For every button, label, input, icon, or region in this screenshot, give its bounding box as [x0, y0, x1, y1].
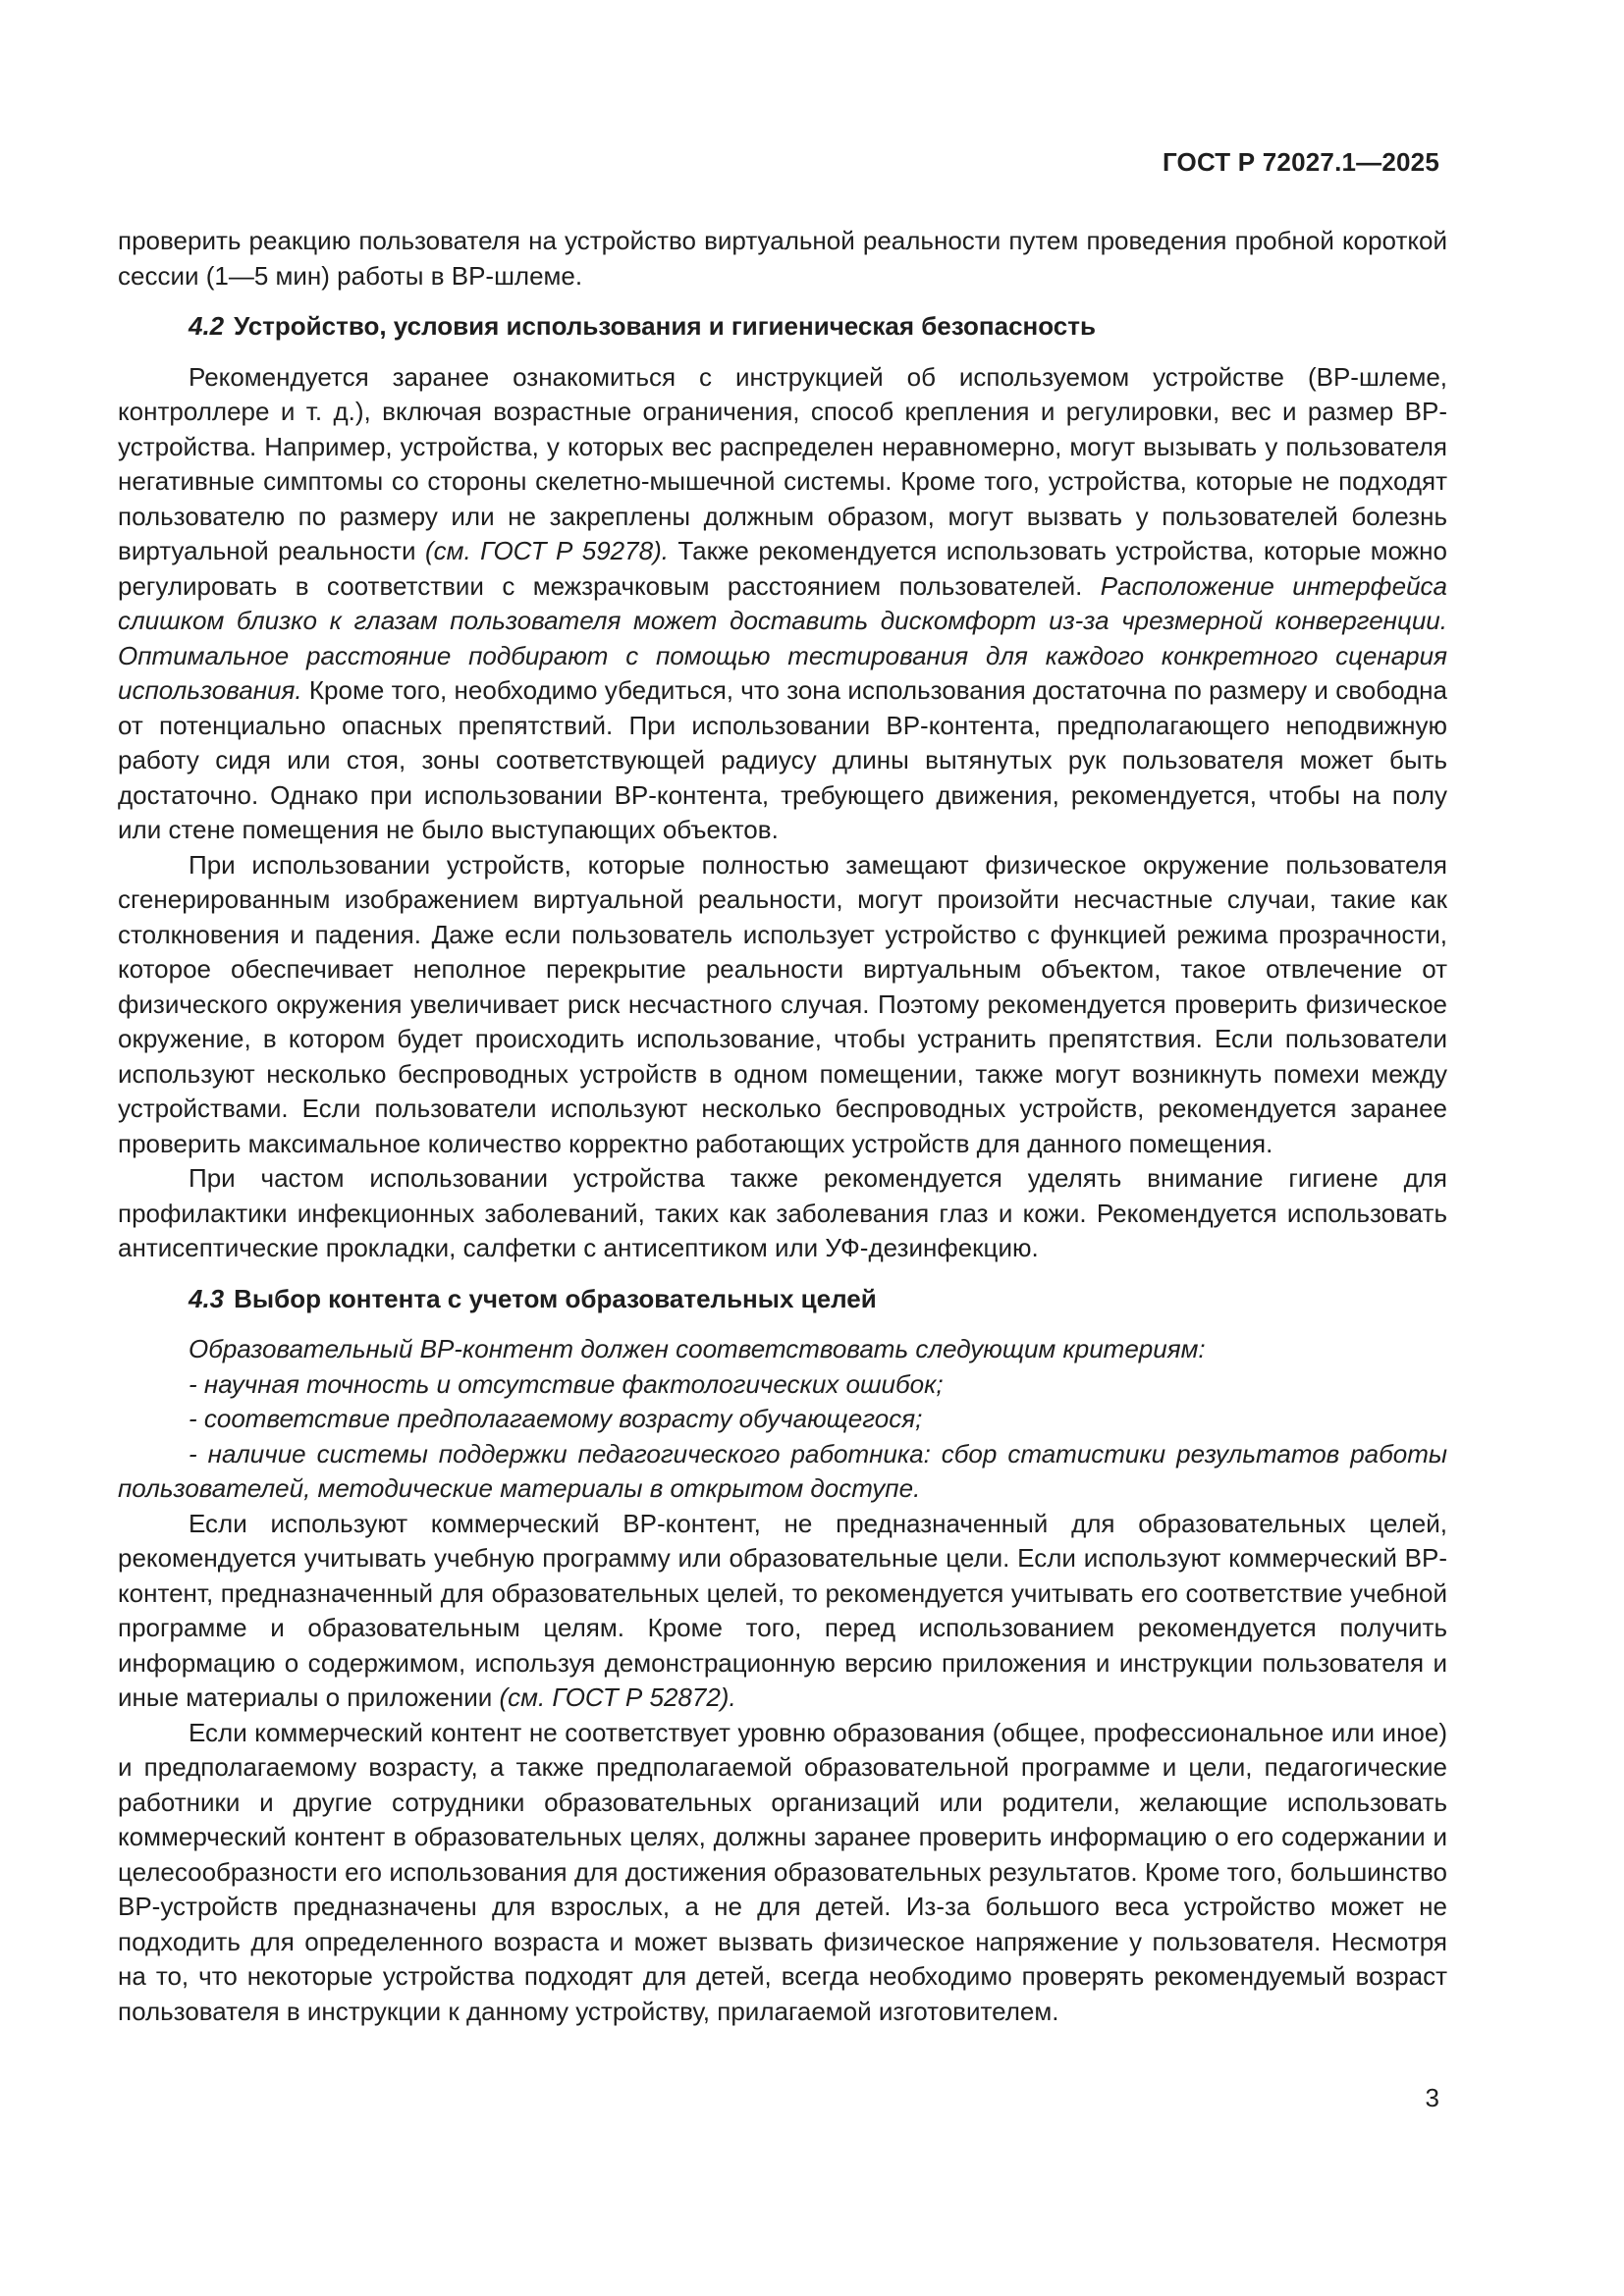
intro-paragraph: проверить реакцию пользователя на устройство виртуальной реальности путем проведения пробной короткой сессии (1—5 мин) работы в ВР-шлеме.	[118, 226, 1447, 291]
text-span: Кроме того, необходимо убедиться, что зона использования достаточна по размеру и свободна от потенциально опасных препятствий. При использовании ВР-контента, предполагающего неподвижную работу сидя или стоя, зоны соответствующей радиусу длины вытянутых рук пользователя может быть достаточно. Однако при использовании ВР-контента, требующего движения, рекомендуется, чтобы на полу или стене помещения не было выступающих объектов.	[118, 675, 1447, 844]
document-id-header: ГОСТ Р 72027.1—2025	[1162, 147, 1439, 177]
criteria-item: - наличие системы поддержки педагогического работника: сбор статистики результатов работы пользователей, методические материалы в открытом доступе.	[118, 1438, 1447, 1503]
text-span: Рекомендуется заранее ознакомиться с инструкцией об используемом устройстве (ВР-шлеме, контроллере и т. д.), включая возрастные ограничения, способ крепления и регулировки, вес и размер ВР-устройства. Например, устройства, у которых вес распределен неравномерно, могут вызывать у пользователя негативные симптомы со стороны скелетно-мышечной системы. Кроме того, устройства, которые не подходят пользователю по размеру или не закреплены должным образом, могут вызвать у пользователей болезнь виртуальной реальности	[118, 361, 1447, 565]
criteria-intro: Образовательный ВР-контент должен соответствовать следующим критериям:	[189, 1334, 1206, 1363]
section-4-3-paragraph-1	[118, 1507, 1447, 1716]
criteria-item: - соответствие предполагаемому возрасту обучающегося;	[189, 1404, 923, 1433]
page-number: 3	[1425, 2083, 1439, 2112]
italic-text: Расположение интерфейса слишком близко к глазам пользователя может доставить дискомфорт из-за чрезмерной конвергенции. Оптимальное расстояние подбирают с помощью тестирования для каждого конкретного сценария использования.	[118, 570, 1447, 705]
section-4-3-title: Выбор контента с учетом образовательных целей	[234, 1283, 877, 1313]
text-span: Если используют коммерческий ВР-контент, не предназначенный для образовательных целей, рекомендуется учитывать учебную программу или образовательные цели. Если используют коммерческий ВР-контент, предназначенный для образовательных целей, то рекомендуется учитывать его соответствие учебной программе и образовательным целям. Кроме того, перед использованием рекомендуется получить информацию о содержимом, используя демонстрационную версию приложения и инструкции пользователя и иные материалы о приложении	[118, 1508, 1447, 1712]
section-4-2-paragraph-1	[118, 360, 1447, 848]
standard-reference: (см. ГОСТ Р 52872).	[499, 1682, 736, 1712]
section-4-2-paragraph-3: При частом использовании устройства также рекомендуется уделять внимание гигиене для профилактики инфекционных заболеваний, таких как заболевания глаз и кожи. Рекомендуется использовать антисептические прокладки, салфетки с антисептиком или УФ-дезинфекцию.	[118, 1163, 1447, 1262]
section-4-3-number: 4.3	[189, 1283, 225, 1313]
text-span: Также рекомендуется использовать устройства, которые можно регулировать в соответствии с межзрачковым расстоянием пользователей.	[118, 536, 1447, 601]
section-4-2-heading	[118, 309, 1447, 345]
section-4-2-title: Устройство, условия использования и гигиеническая безопасность	[234, 311, 1096, 341]
section-4-2-paragraph-2: При использовании устройств, которые полностью замещают физическое окружение пользователя сгенерированным изображением виртуальной реальности, могут произойти несчастные случаи, такие как столкновения и падения. Даже если пользователь использует устройство с функцией режима прозрачности, которое обеспечивает неполное перекрытие реальности виртуальным объектом, такое отвлечение от физического окружения увеличивает риск несчастного случая. Поэтому рекомендуется проверить физическое окружение, в котором будет происходить использование, чтобы устранить препятствия. Если пользователи используют несколько беспроводных устройств в одном помещении, также могут возникнуть помехи между устройствами. Если пользователи используют несколько беспроводных устройств, рекомендуется заранее проверить максимальное количество корректно работающих устройств для данного помещения.	[118, 849, 1447, 1158]
criteria-item: - научная точность и отсутствие фактологических ошибок;	[189, 1368, 944, 1399]
section-4-3-paragraph-2: Если коммерческий контент не соответствует уровню образования (общее, профессиональное или иное) и предполагаемому возрасту, а также предполагаемой образовательной программе и цели, педагогические работники и другие сотрудники образовательных организаций или родители, желающие использовать коммерческий контент в образовательных целях, должны заранее проверить информацию о его содержании и целесообразности его использования для достижения образовательных результатов. Кроме того, большинство ВР-устройств предназначены для взрослых, а не для детей. Из-за большого веса устройство может не подходить для определенного возраста и может вызвать физическое напряжение у пользователя. Несмотря на то, что некоторые устройства подходят для детей, всегда необходимо проверять рекомендуемый возраст пользователя в инструкции к данному устройству, прилагаемой изготовителем.	[118, 1717, 1447, 2026]
section-4-3-heading	[118, 1282, 1447, 1317]
section-4-2-number: 4.2	[189, 311, 225, 341]
standard-reference: (см. ГОСТ Р 59278).	[424, 536, 669, 565]
document-body	[118, 224, 1447, 2029]
